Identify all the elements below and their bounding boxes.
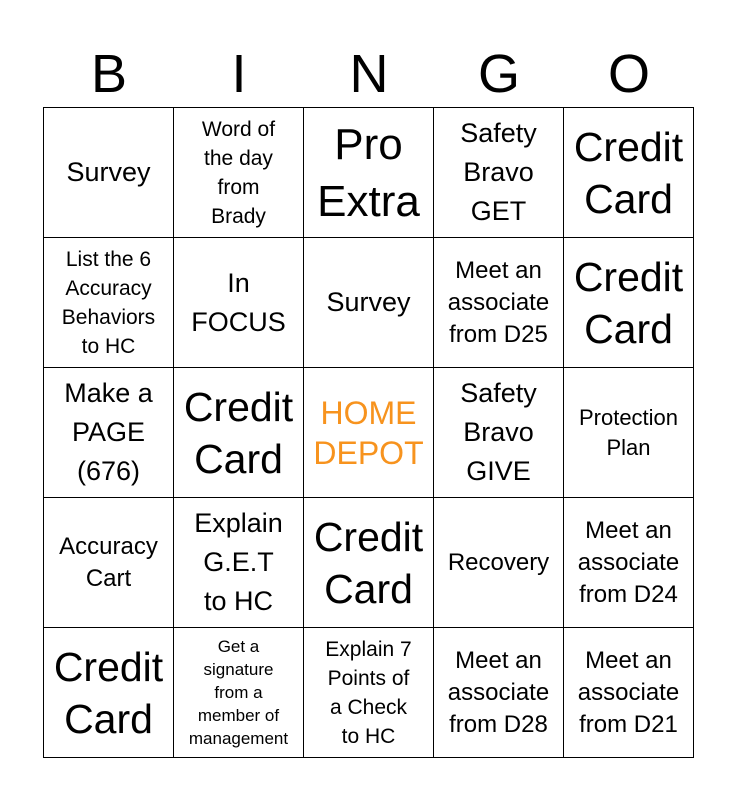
bingo-cell-r5c5[interactable] [564,628,694,758]
cell-text: Meet an associate from D21 [577,646,680,738]
bingo-cell-r3c2[interactable] [174,368,304,498]
bingo-cell-r3c1[interactable] [44,368,174,498]
cell-text: Meet an associate from D28 [447,646,550,738]
header-letter-g: G [477,44,520,104]
bingo-cell-r2c4[interactable] [434,238,564,368]
cell-text: Explain G.E.T to HC [194,508,283,616]
bingo-cell-r4c3[interactable] [304,498,434,628]
bingo-cell-r1c1[interactable] [44,108,174,238]
bingo-cell-r2c5[interactable] [564,238,694,368]
cell-text: Credit Card [573,253,684,352]
bingo-cell-r2c3[interactable] [304,238,434,368]
bingo-cell-r1c5[interactable] [564,108,694,238]
bingo-cell-r1c4[interactable] [434,108,564,238]
free-space-label: HOME DEPOT [313,394,424,471]
header-letter-i: I [231,44,247,104]
cell-text: Credit Card [53,643,164,742]
bingo-cell-r4c1[interactable] [44,498,174,628]
header-letter-b: B [90,44,128,104]
cell-text: Credit Card [313,513,424,612]
cell-text: Survey [326,287,411,317]
cell-text: Credit Card [573,123,684,222]
cell-text: Get a signature from a member of management [188,637,289,748]
bingo-cell-r5c4[interactable] [434,628,564,758]
bingo-cell-r4c4[interactable] [434,498,564,628]
cell-text: Recovery [447,548,550,576]
cell-text: Pro Extra [317,119,420,226]
cell-text: Protection Plan [578,404,679,460]
cell-text: Explain 7 Points of a Check to HC [325,637,412,748]
header-letter-o: O [607,44,650,104]
bingo-header [44,40,694,108]
bingo-cell-r5c1[interactable] [44,628,174,758]
bingo-cell-r2c1[interactable] [44,238,174,368]
bingo-cell-r3c4[interactable] [434,368,564,498]
cell-text: Safety Bravo GIVE [460,378,537,486]
cell-text: Meet an associate from D25 [447,256,550,348]
bingo-cell-r4c5[interactable] [564,498,694,628]
cell-text: Word of the day from Brady [201,117,276,228]
bingo-cell-r4c2[interactable] [174,498,304,628]
bingo-cell-r1c3[interactable] [304,108,434,238]
cell-text: In FOCUS [191,267,286,337]
cell-text: Accuracy Cart [59,532,158,592]
bingo-board [43,107,694,758]
cell-text: Safety Bravo GET [460,118,537,226]
bingo-cell-r3c5[interactable] [564,368,694,498]
cell-text: Make a PAGE (676) [64,378,153,486]
bingo-cell-r2c2[interactable] [174,238,304,368]
cell-text: Meet an associate from D24 [577,516,680,608]
bingo-cell-r5c2[interactable] [174,628,304,758]
bingo-cell-r1c2[interactable] [174,108,304,238]
bingo-cell-r5c3[interactable] [304,628,434,758]
bingo-cell-r3c3-free[interactable] [304,368,434,498]
cell-text: List the 6 Accuracy Behaviors to HC [61,247,156,358]
cell-text: Credit Card [183,383,294,482]
cell-text: Survey [66,157,151,187]
header-letter-n: N [349,44,389,104]
